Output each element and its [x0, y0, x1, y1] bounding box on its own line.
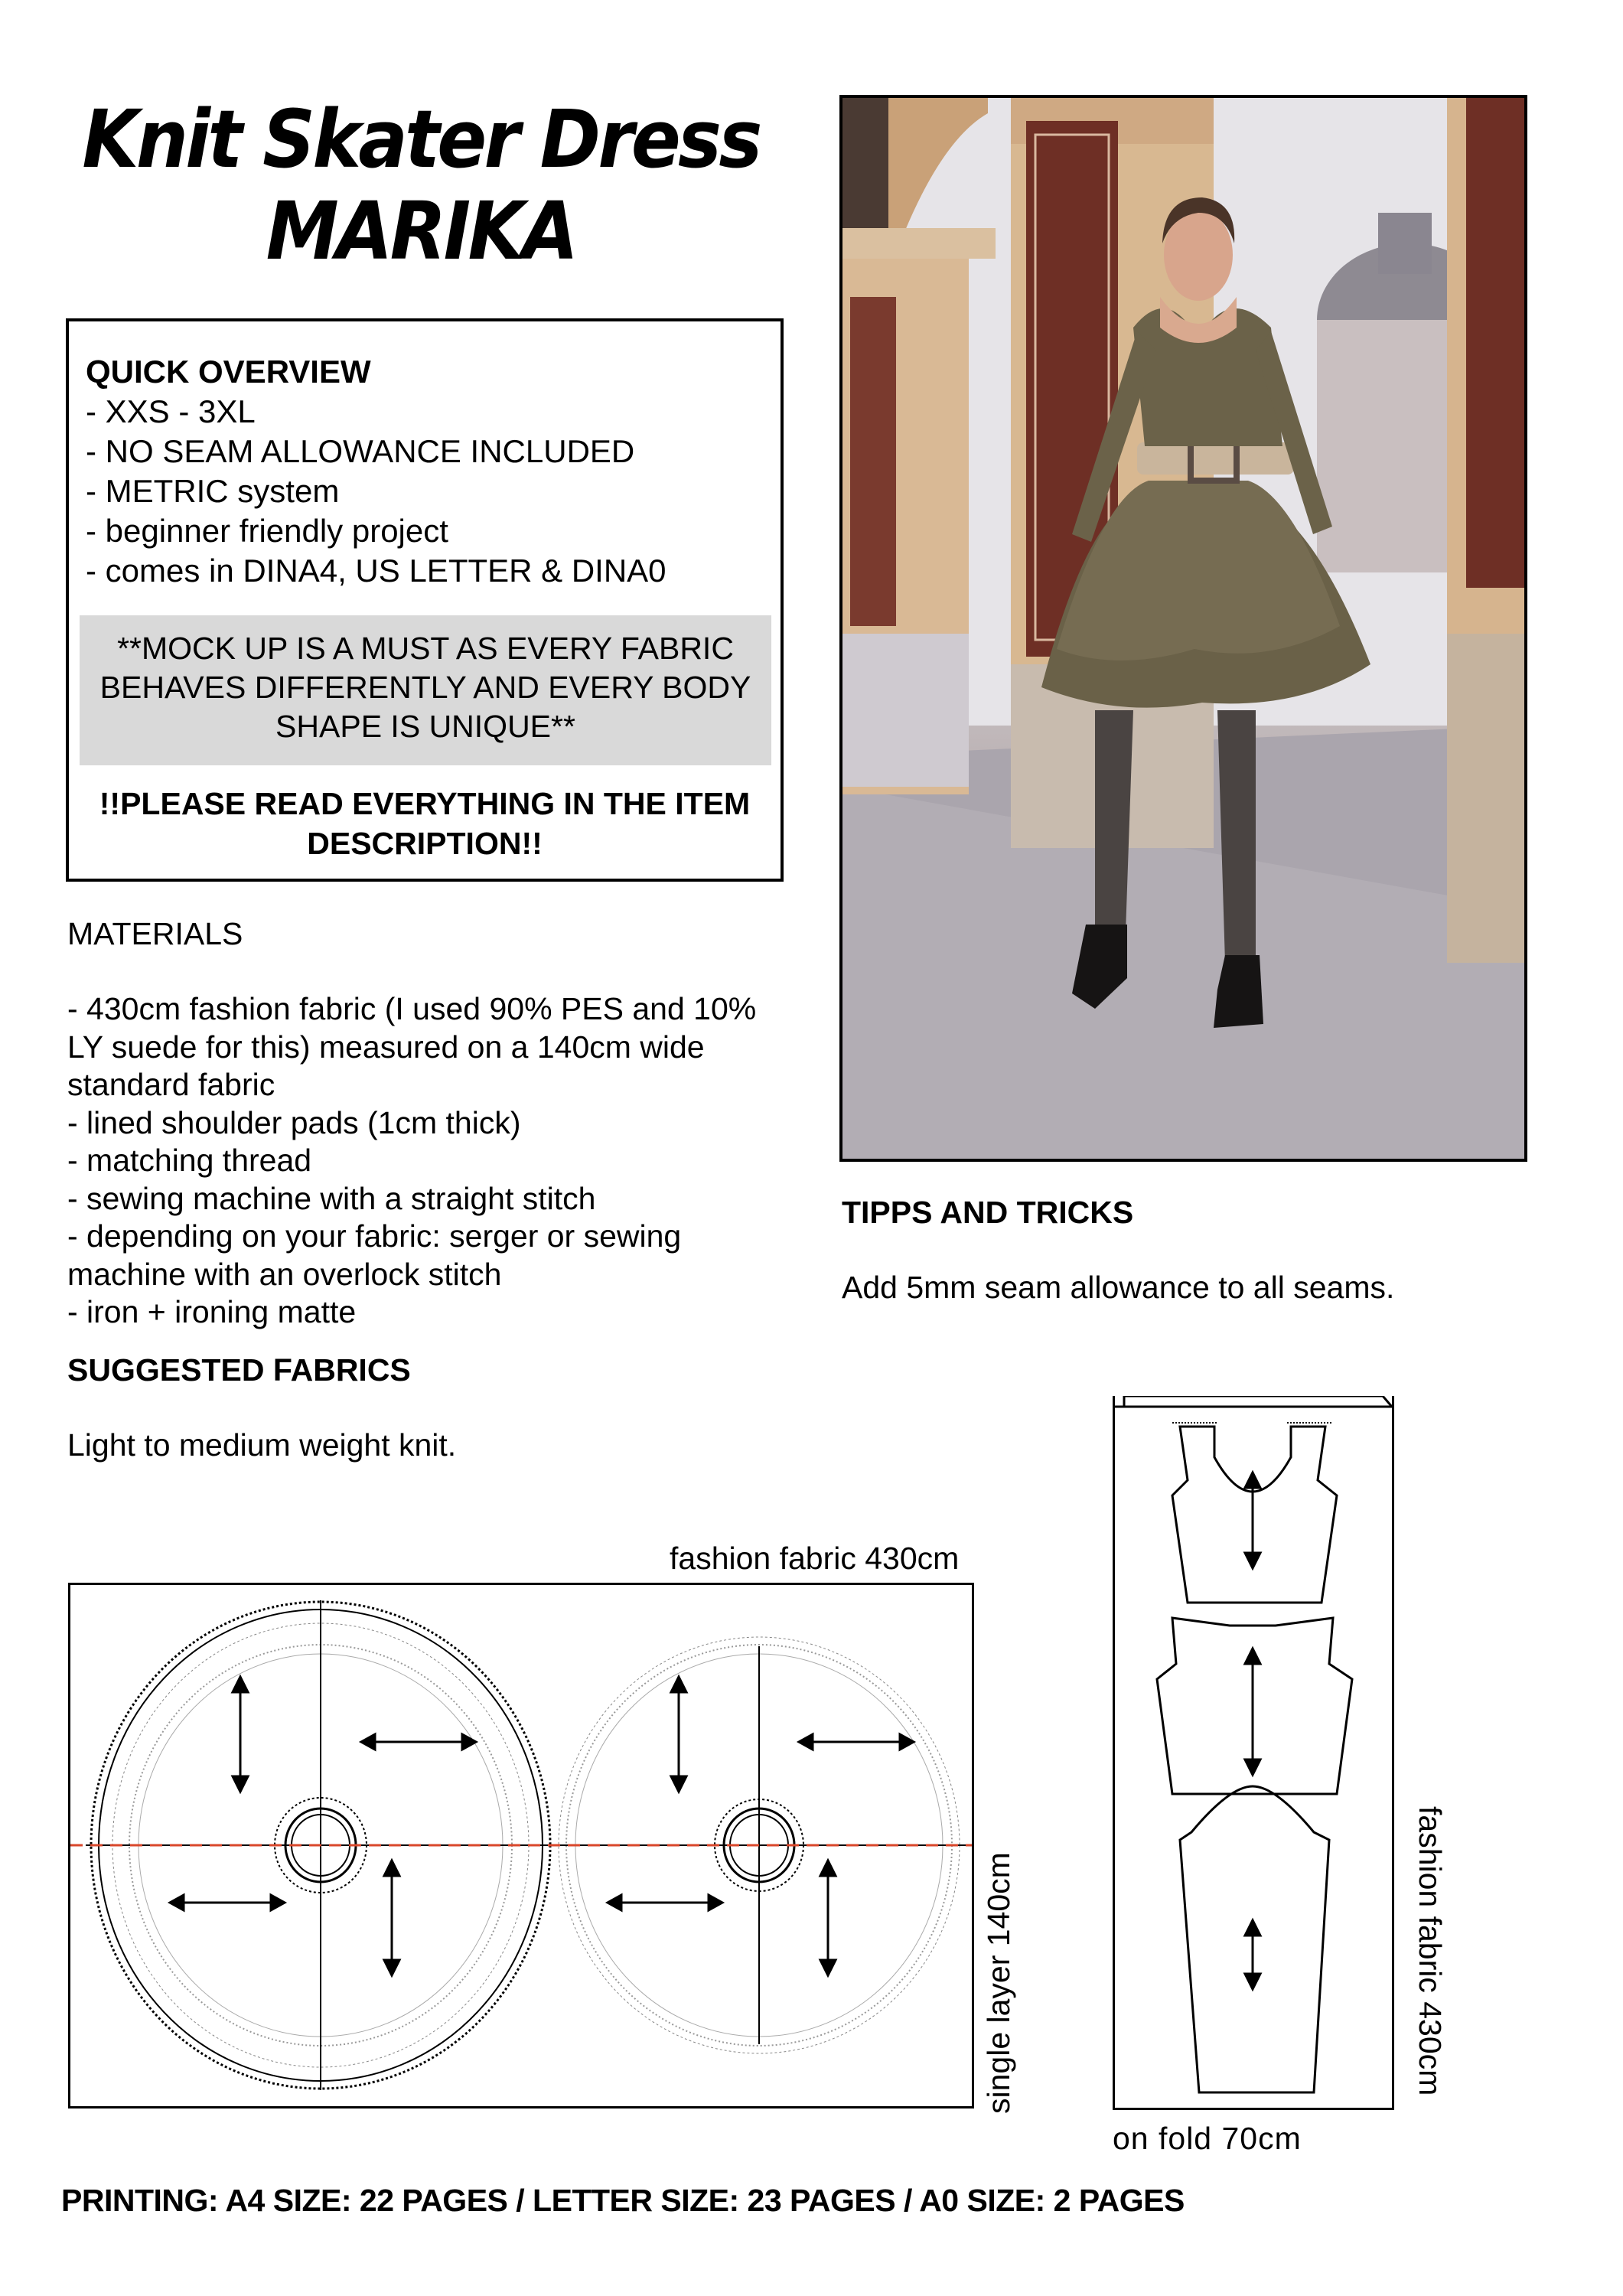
- skirt-layout-top-label: fashion fabric 430cm: [670, 1541, 960, 1576]
- title-line-2: MARIKA: [266, 184, 576, 278]
- materials-list: [67, 990, 802, 1332]
- overview-item: - comes in DINA4, US LETTER & DINA0: [86, 553, 666, 589]
- materials-line: LY suede for this) measured on a 140cm wide: [67, 1029, 705, 1065]
- overview-item: - METRIC system: [86, 473, 340, 509]
- skirt-layout-diagram: [68, 1583, 974, 2108]
- materials-heading: MATERIALS: [67, 916, 243, 951]
- skirt-pattern-illustration: [70, 1585, 972, 2106]
- mockup-line: BEHAVES DIFFERENTLY AND EVERY BODY: [99, 670, 751, 705]
- read-description-notice: [69, 784, 781, 863]
- overview-heading: QUICK OVERVIEW: [86, 354, 371, 390]
- bodice-layout-bottom-label: on fold 70cm: [1113, 2121, 1302, 2156]
- materials-line: - 430cm fashion fabric (I used 90% PES and 10%: [67, 991, 757, 1026]
- suggested-fabrics-heading: SUGGESTED FABRICS: [67, 1352, 411, 1388]
- materials-line: standard fabric: [67, 1067, 275, 1102]
- printing-info: PRINTING: A4 SIZE: 22 PAGES / LETTER SIZE: 23 PAGES / A0 SIZE: 2 PAGES: [61, 2183, 1185, 2218]
- quick-overview-box: [66, 318, 784, 882]
- materials-line: machine with an overlock stitch: [67, 1256, 502, 1292]
- materials-line: - sewing machine with a straight stitch: [67, 1180, 596, 1216]
- bodice-layout-side-label: fashion fabric 430cm: [1413, 1806, 1448, 2096]
- bodice-layout-diagram: [1113, 1396, 1394, 2110]
- title-line-1: Knit Skater Dress: [82, 93, 760, 186]
- notice-line: !!PLEASE READ EVERYTHING IN THE ITEM: [99, 786, 751, 821]
- tips-heading: TIPPS AND TRICKS: [842, 1195, 1134, 1230]
- overview-item: - NO SEAM ALLOWANCE INCLUDED: [86, 433, 635, 469]
- bodice-pattern-illustration: [1115, 1396, 1392, 2108]
- tips-text: Add 5mm seam allowance to all seams.: [842, 1270, 1395, 1305]
- model-photo: [839, 95, 1527, 1162]
- notice-line: DESCRIPTION!!: [307, 826, 543, 861]
- materials-line: - depending on your fabric: serger or sewing: [67, 1218, 682, 1254]
- overview-item: - beginner friendly project: [86, 513, 448, 549]
- mockup-line: SHAPE IS UNIQUE**: [275, 709, 575, 744]
- overview-item: - XXS - 3XL: [86, 393, 256, 429]
- mockup-line: **MOCK UP IS A MUST AS EVERY FABRIC: [117, 631, 734, 666]
- suggested-fabrics-text: Light to medium weight knit.: [67, 1427, 457, 1463]
- materials-line: - iron + ironing matte: [67, 1294, 357, 1329]
- photo-illustration: [842, 98, 1524, 1159]
- materials-line: - lined shoulder pads (1cm thick): [67, 1104, 521, 1140]
- materials-line: - matching thread: [67, 1143, 312, 1178]
- mockup-notice: [80, 615, 771, 765]
- skirt-layout-side-label: single layer 140cm: [981, 1852, 1016, 2114]
